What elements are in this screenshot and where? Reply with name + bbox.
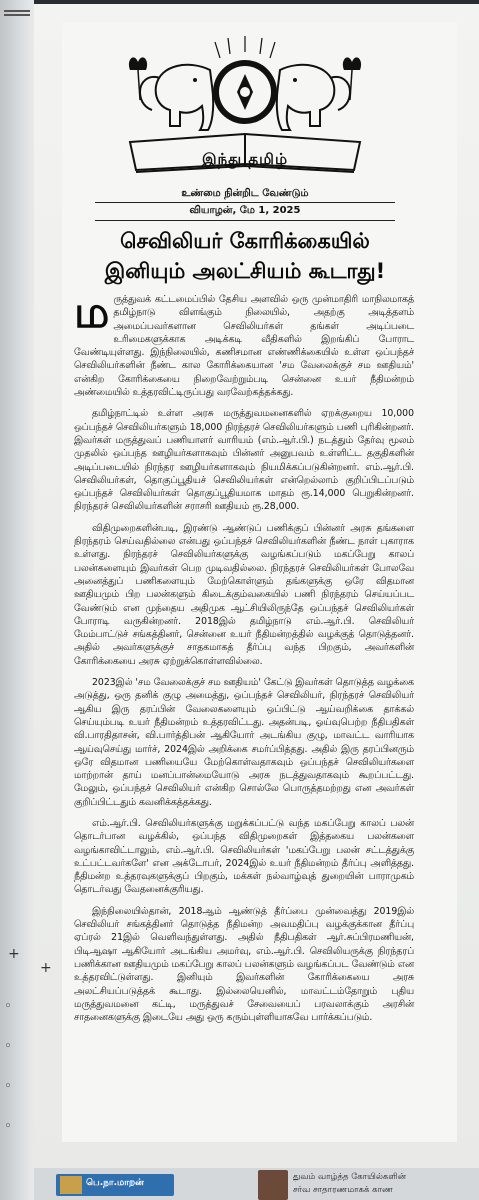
binder-mark — [4, 14, 30, 16]
snippet-line-1: துவம் வாழ்த்த கோயில்களின் — [293, 1172, 407, 1182]
author-name: பெ.நா.மாறன் — [86, 1178, 144, 1188]
editorial-body — [74, 287, 414, 1032]
divider — [95, 220, 395, 221]
masthead-motto: உண்மை நின்றிட வேண்டும் — [181, 188, 309, 199]
divider — [95, 202, 395, 203]
edition-date: வியாழன், மே 1, 2025 — [189, 205, 301, 216]
paragraph-1 — [74, 287, 414, 399]
crop-mark-icon: + — [40, 960, 52, 976]
paragraph-4: 2023இல் 'சம வேலைக்குச் சம ஊதியம்' கேட்டு இவர்கள் தொடுத்த வழக்கை அடுத்து, ஒரு தனிக் குழு அமைத்து, ஒப்பந்தச் செவிலியர், நிரந்தரச் செவிலியர் ஆகிய இரு தரப்பின் வேலைகளையும் ஒப்பிட்டு ஆய்வறிக்கை தாக்கல் செய்யும்படி உயர் நீதிமன்றம் உத்தரவிட்டது. அதன்படி, ஓய்வுபெற்ற நீதிபதிகள் வி.பாரதிதாசன், வி.பார்த்திபன் ஆகியோர் அடங்கிய குழு, மாவட்ட வாரியாக ஆய்வுசெய்து மார்ச், 2024இல் அறிக்கை சமர்ப்பித்தது. அதில் இரு தரப்பினரும் ஒரே விதமான பணியையே மேற்கொள்வதாகவும் ஒப்பந்தச் செவிலியர்களை மாற்றான் தாய் மனப்பான்மையோடு அரசு நடத்துவதாகவும் கூறப்பட்டது. மேலும், ஒப்பந்தச் செவிலியர் என்கிற சொல்லே பொருத்தமற்றது என அவர்கள் குறிப்பிட்டதும் கவனிக்கத்தக்கது. — [74, 677, 414, 808]
crop-mark-icon: + — [8, 946, 20, 962]
edge-glyph: ◦ — [4, 1079, 12, 1094]
binder-mark — [4, 10, 30, 12]
paragraph-2: தமிழ்நாட்டில் உள்ள அரசு மருத்துவமனைகளில் ஏறக்குறைய 10,000 ஒப்பந்தச் செவிலியர்களும் 18,000 நிரந்தரச் செவிலியர்களும் பணி புரிகின்றனர். இவர்கள் மருத்துவப் பணியாளர் வாரியம் (எம்.ஆர்.பி.) நடத்தும் தேர்வு மூலம் முதலில் ஒப்பந்த ஊழியர்களாகவும் பின்னர் அனுபவம் உள்ளிட்ட தகுதிகளின் அடிப்படையில் நிரந்தர ஊழியர்களாகவும் நியமிக்கப்படுகின்றனர். எம்.ஆர்.பி. செவிலியர்கள், தொகுப்பூதியச் செவிலியர்கள் என்றெல்லாம் குறிப்பிடப்படும் ஒப்பந்தச் செவிலியர்கள் தொகுப்பூதியமாக மாதம் ரூ.14,000 பெறுகின்றனர். நிரந்தரச் செவிலியர்களின் சராசரி ஊதியம் ரூ.28,000. — [74, 408, 414, 513]
edge-glyph: ◦ — [4, 999, 12, 1014]
next-article-snippet — [293, 1171, 473, 1197]
headline-line-2: இனியும் அலட்சியம் கூடாது! — [104, 259, 386, 283]
edge-glyph: ◦ — [4, 1039, 12, 1054]
author-photo — [258, 1170, 288, 1200]
snippet-line-2: சர்வ சாதாரணமாகக் காண — [293, 1185, 393, 1195]
paragraph-5: எம்.ஆர்.பி. செவிலியர்களுக்கு மறுக்கப்பட்டு வந்த மகப்பேறு காலப் பலன் தொடர்பான வழக்கில், ஒப்பந்த விதிமுறைகள் இத்தகைய பலன்களை வழங்காவிட்டாலும், எம்.ஆர்.பி. செவிலியர்கள் 'மகப்பேறு பலன் சட்டத்துக்கு உட்பட்டவர்களே' என அக்டோபர், 2024இல் உயர் நீதிமன்றம் தீர்ப்பு அளித்தது. நீதிமன்ற உத்தரவுகளுக்குப் பிறகும், மக்கள் நல்வாழ்வுத் துறையின் பாராமுகம் தொடர்வது வேதனைக்குரியது. — [74, 817, 414, 896]
paragraph-3: விதிமுறைகளின்படி, இரண்டு ஆண்டுப் பணிக்குப் பின்னர் அரசு தங்களை நிரந்தரம் செய்வதில்லை என்பது ஒப்பந்தச் செவிலியர்களின் நீண்ட நாள் புகாராக உள்ளது. நிரந்தரச் செவிலியர்களுக்கு வழங்கப்படும் மகப்பேறு காலப் பலன்களையும் இவர்கள் பெற முடிவதில்லை. நிரந்தரச் செவிலியர்கள் போலவே அனைத்துப் பணிகளையும் மேற்கொள்ளும் தங்களுக்கு ஒரே விதமான ஊதியமும் பிற பலன்களும் கிடைக்கும்வகையில் பணி நிரந்தரம் செய்யப்பட வேண்டும் என முந்தைய அதிமுக ஆட்சியிலிருந்தே ஒப்பந்தச் செவிலியர்கள் போராடி வருகின்றனர். 2018இல் தமிழ்நாடு எம்.ஆர்.பி. செவிலியர் மேம்பாட்டுச் சங்கத்தினர், சென்னை உயர் நீதிமன்றத்தில் வழக்குத் தொடுத்தனர். அதில் அவர்களுக்குச் சாதகமாகத் தீர்ப்பு வந்த பிறகும், அவர்களின் கோரிக்கையை அரசு ஏற்றுக்கொள்ளவில்லை. — [74, 522, 414, 667]
editorial-headline — [60, 226, 430, 286]
paragraph-text: ருத்துவக் கட்டமைப்பில் தேசிய அளவில் ஒரு முன்மாதிரி மாநிலமாகத் தமிழ்நாடு விளங்கும் நிலையில், அதற்கு அடித்தளம் அமைப்பவர்களான செவிலியர்கள் தங்கள் அடிப்படை உரிமைகளுக்காக அடிக்கடி வீதிகளில் இறங்கிப் போராட வேண்டியுள்ளது. இந்நிலையில், கணிசமான எண்ணிக்கையில் உள்ள ஒப்பந்தச் செவிலியர்களின் நீண்ட கால கோரிக்கையான 'சம வேலைக்குச் சம ஊதியம்' என்கிற கோரிக்கையை நிறைவேற்றும்படி சென்னை உயர் நீதிமன்றம் அண்மையில் உத்தரவிட்டிருப்பது வரவேற்கத்தக்கது. — [74, 294, 414, 399]
masthead-logo — [100, 30, 390, 180]
headline-line-1: செவிலியர் கோரிக்கையில் — [120, 229, 370, 253]
drop-cap: ம — [74, 287, 110, 338]
author-logo-icon — [60, 1176, 82, 1194]
edge-glyph: ◦ — [4, 1119, 12, 1134]
masthead-title: இந்து தமிழ் — [201, 150, 289, 168]
paragraph-6: இந்நிலையில்தான், 2018ஆம் ஆண்டுத் தீர்ப்பை முன்வைத்து 2019இல் செவிலியர் சங்கத்தினர் தொடுத்த நீதிமன்ற அவமதிப்பு வழக்குக்கான தீர்ப்பு ஏப்ரல் 21இல் வெளிவந்துள்ளது. அதில் நீதிபதிகள் ஆர்.சுப்பிரமணியன், பிடிஆஷா ஆகியோர் அடங்கிய அமர்வு, எம்.ஆர்.பி. செவிலியருக்கு நிரந்தரப் பணிக்கான ஊதியமும் மகப்பேறு காலப் பலன்களும் வழங்கப்பட வேண்டும் என உத்தரவிட்டுள்ளது. இனியும் இவர்களின் கோரிக்கையை அரசு அலட்சியப்படுத்தக் கூடாது. இல்லையெனில், மாவட்டம்தோறும் புதிய மருத்துவமனை கட்டி, மருத்துவச் சேவையைப் பரவலாக்கும் அரசின் சாதனைகளுக்கு இடையே அது ஒரு கரும்புள்ளியாகவே பார்க்கப்படும். — [74, 905, 414, 1024]
adjacent-page-edge — [0, 0, 34, 1200]
